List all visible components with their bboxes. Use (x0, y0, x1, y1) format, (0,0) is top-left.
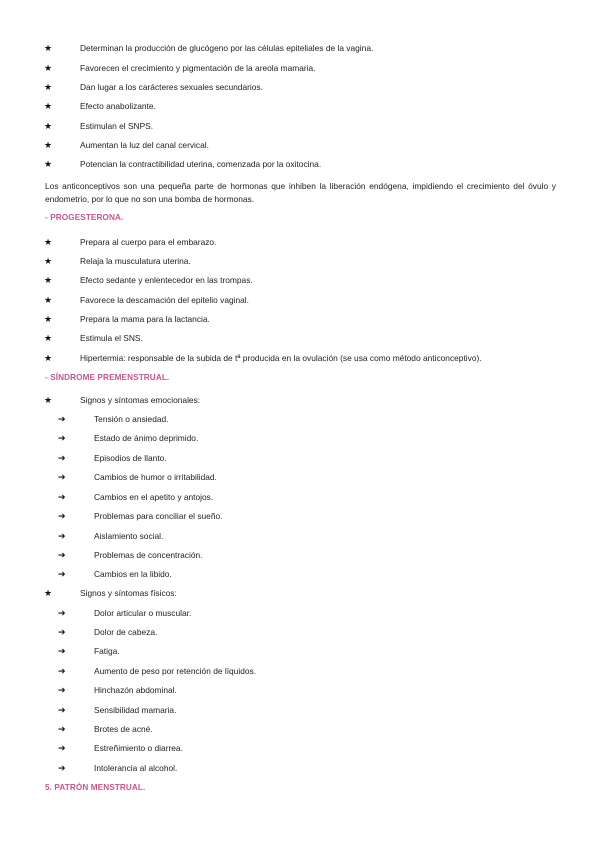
arrow-bullet-icon: ➔ (58, 724, 66, 734)
sub-list-item-text: Dolor de cabeza. (94, 627, 158, 637)
star-bullet-icon: ★ (44, 159, 53, 169)
arrow-bullet-icon: ➔ (58, 550, 66, 560)
sub-list-item (0, 663, 600, 679)
sub-list-item-text: Fatiga. (94, 646, 120, 656)
list-item-text: Dan lugar a los carácteres sexuales secundarios. (80, 82, 263, 92)
list-item (0, 350, 600, 366)
progesterone-heading: - PROGESTERONA. (45, 213, 124, 222)
arrow-bullet-icon: ➔ (58, 743, 66, 753)
star-bullet-icon: ★ (44, 353, 53, 363)
star-bullet-icon: ★ (44, 588, 53, 598)
list-item (0, 330, 600, 346)
sub-list-item (0, 508, 600, 524)
contraceptive-paragraph: Los anticonceptivos son una pequeña parte de hormonas que inhiben la liberación endógena, impidiendo el crecimiento del óvulo y endometrio, por lo que no son una bomba de hormonas. (45, 181, 556, 204)
list-item-text: Efecto anabolizante. (80, 101, 156, 111)
arrow-bullet-icon: ➔ (58, 453, 66, 463)
sub-list-item-text: Problemas para conciliar el sueño. (94, 511, 223, 521)
star-bullet-icon: ★ (44, 256, 53, 266)
star-bullet-icon: ★ (44, 121, 53, 131)
list-item-text: Favorecen el crecimiento y pigmentación de la areola mamaria. (80, 63, 316, 73)
sub-list-item (0, 605, 600, 621)
star-bullet-icon: ★ (44, 314, 53, 324)
list-item (0, 40, 600, 56)
sub-list-item-text: Sensibilidad mamaria. (94, 705, 177, 715)
sub-list-item (0, 547, 600, 563)
star-bullet-icon: ★ (44, 333, 53, 343)
sub-list-item (0, 740, 600, 756)
list-item (0, 60, 600, 76)
list-item (0, 98, 600, 114)
sub-list-item-text: Hinchazón abdominal. (94, 685, 177, 695)
list-item-text: Favorece la descamación del epitelio vaginal. (80, 295, 249, 305)
sub-list-item-text: Cambios en el apetito y antojos. (94, 492, 214, 502)
arrow-bullet-icon: ➔ (58, 492, 66, 502)
list-item-text: Determinan la producción de glucógeno por las células epiteliales de la vagina. (80, 43, 374, 53)
sub-list-item-text: Cambios de humor o irritabilidad. (94, 472, 217, 482)
sub-list-item-text: Aumento de peso por retención de líquidos. (94, 666, 257, 676)
arrow-bullet-icon: ➔ (58, 705, 66, 715)
sub-list-item (0, 566, 600, 582)
section-5-heading: 5. PATRÓN MENSTRUAL. (45, 783, 146, 792)
sub-list-item-text: Brotes de acné. (94, 724, 153, 734)
list-item-text: Estimulan el SNPS. (80, 121, 154, 131)
sub-list-item-text: Dolor articular o muscular. (94, 608, 192, 618)
arrow-bullet-icon: ➔ (58, 531, 66, 541)
arrow-bullet-icon: ➔ (58, 472, 66, 482)
sub-list-item (0, 528, 600, 544)
list-item-text: Potencian la contractibilidad uterina, comenzada por la oxitocina. (80, 159, 322, 169)
list-item (0, 292, 600, 308)
arrow-bullet-icon: ➔ (58, 666, 66, 676)
sub-list-item (0, 702, 600, 718)
arrow-bullet-icon: ➔ (58, 511, 66, 521)
sub-list-item (0, 450, 600, 466)
sub-list-item (0, 489, 600, 505)
list-item (0, 156, 600, 172)
arrow-bullet-icon: ➔ (58, 763, 66, 773)
arrow-bullet-icon: ➔ (58, 414, 66, 424)
list-item-text: Prepara la mama para la lactancia. (80, 314, 210, 324)
star-bullet-icon: ★ (44, 275, 53, 285)
star-bullet-icon: ★ (44, 395, 53, 405)
star-bullet-icon: ★ (44, 43, 53, 53)
star-bullet-icon: ★ (44, 63, 53, 73)
sub-list-item (0, 760, 600, 776)
sub-list-item (0, 430, 600, 446)
star-bullet-icon: ★ (44, 295, 53, 305)
list-item-text: Efecto sedante y enlentecedor en las trompas. (80, 275, 253, 285)
list-item (0, 311, 600, 327)
list-item (0, 392, 600, 408)
sub-list-item (0, 469, 600, 485)
arrow-bullet-icon: ➔ (58, 627, 66, 637)
arrow-bullet-icon: ➔ (58, 569, 66, 579)
list-item (0, 234, 600, 250)
sub-list-item-text: Aislamiento social. (94, 531, 164, 541)
sub-list-item-text: Tensión o ansiedad. (94, 414, 169, 424)
sub-list-item (0, 721, 600, 737)
star-bullet-icon: ★ (44, 82, 53, 92)
list-item (0, 253, 600, 269)
list-item-text: Relaja la musculatura uterina. (80, 256, 191, 266)
star-bullet-icon: ★ (44, 237, 53, 247)
sub-list-item (0, 411, 600, 427)
list-item (0, 585, 600, 601)
sub-list-item (0, 624, 600, 640)
sub-list-item-text: Episodios de llanto. (94, 453, 167, 463)
list-item (0, 137, 600, 153)
list-item (0, 272, 600, 288)
arrow-bullet-icon: ➔ (58, 685, 66, 695)
list-item (0, 79, 600, 95)
sub-list-item-text: Cambios en la libido. (94, 569, 172, 579)
star-bullet-icon: ★ (44, 101, 53, 111)
arrow-bullet-icon: ➔ (58, 646, 66, 656)
premenstrual-heading: - SÍNDROME PREMENSTRUAL. (45, 373, 170, 382)
list-item-text: Hipertermia: responsable de la subida de tª producida en la ovulación (se usa como método anticonceptivo). (80, 353, 482, 363)
list-item (0, 118, 600, 134)
sub-list-item-text: Intolerancia al alcohol. (94, 763, 178, 773)
sub-list-item-text: Problemas de concentración. (94, 550, 203, 560)
arrow-bullet-icon: ➔ (58, 433, 66, 443)
list-item-text: Aumentan la luz del canal cervical. (80, 140, 209, 150)
list-item-text: Prepara al cuerpo para el embarazo. (80, 237, 217, 247)
emotional-symptoms-label: Signos y síntomas emocionales: (80, 395, 201, 405)
sub-list-item-text: Estado de ánimo deprimido. (94, 433, 199, 443)
arrow-bullet-icon: ➔ (58, 608, 66, 618)
list-item-text: Estimula el SNS. (80, 333, 143, 343)
sub-list-item (0, 643, 600, 659)
sub-list-item (0, 682, 600, 698)
physical-symptoms-label: Signos y síntomas físicos: (80, 588, 177, 598)
sub-list-item-text: Estreñimiento o diarrea. (94, 743, 183, 753)
star-bullet-icon: ★ (44, 140, 53, 150)
